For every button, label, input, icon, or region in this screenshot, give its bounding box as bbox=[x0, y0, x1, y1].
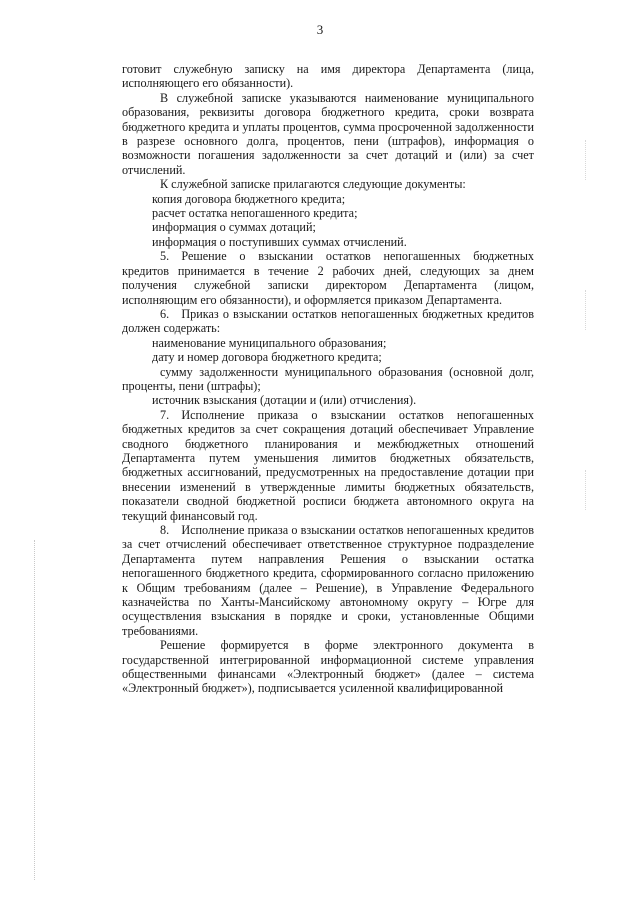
scan-edge-mark bbox=[585, 290, 587, 330]
list-item: копия договора бюджетного кредита; bbox=[152, 191, 346, 206]
list-item: информация о суммах дотаций; bbox=[152, 220, 316, 235]
page-number: 3 bbox=[316, 22, 324, 37]
paragraph-item-7: 7. Исполнение приказа о взыскании остатков непогашенных бюджетных кредитов за счет сокращения дотаций обеспечивает Управление сводного бюджетного планирования и межбюджетных отношений Департамента путем уменьшения лимитов бюджетных обязательств, бюджетных ассигнований, предусмотренных на предоставление дотации при внесении изменений в утвержденные лимиты бюджетных обязательств, показатели сводной бюджетной росписи бюджета автономного округа на текущий финансовый год. bbox=[122, 407, 534, 523]
scan-edge-mark bbox=[585, 470, 587, 510]
list-item: дату и номер договора бюджетного кредита; bbox=[152, 350, 382, 365]
paragraph-3: К служебной записке прилагаются следующие документы: bbox=[160, 177, 466, 192]
paragraph-item-5: 5. Решение о взыскании остатков непогашенных бюджетных кредитов принимается в течение 2 рабочих дней, следующих за днем получения служебной записки директором Департамента (лицом, исполняющим его обязанности), и оформляется приказом Департамента. bbox=[122, 249, 534, 307]
scan-edge-mark bbox=[34, 540, 36, 880]
paragraph-decision: Решение формируется в форме электронного документа в государственной интегрированной информационной системе управления общественными финансами «Электронный бюджет» (далее – система «Электронный бюджет»), подписывается усиленной квалифицированной bbox=[122, 638, 534, 696]
paragraph-1: готовит служебную записку на имя директора Департамента (лица, исполняющего его обязанности). bbox=[122, 62, 534, 91]
list-item: информация о поступивших суммах отчислений. bbox=[152, 234, 407, 249]
document-body bbox=[122, 62, 534, 696]
paragraph-item-6: 6. Приказ о взыскании остатков непогашенных бюджетных кредитов должен содержать: bbox=[122, 306, 534, 336]
list-item: источник взыскания (дотации и (или) отчисления). bbox=[152, 393, 417, 408]
paragraph-2: В служебной записке указываются наименование муниципального образования, реквизиты договора бюджетного кредита, сроки возврата бюджетного кредита и уплаты процентов, сумма просроченной задолженности в разрезе основного долга, процентов, пени (штрафов), информация о возможности погашения задолженности за счет дотаций и (или) за счет отчислений. bbox=[122, 90, 534, 177]
scan-edge-mark bbox=[585, 140, 587, 180]
list-item: сумму задолженности муниципального образования (основной долг, проценты, пени (штрафы); bbox=[122, 364, 534, 393]
list-item: расчет остатка непогашенного кредита; bbox=[152, 206, 358, 221]
paragraph-item-8: 8. Исполнение приказа о взыскании остатков непогашенных кредитов за счет отчислений обеспечивает ответственное структурное подразделение Департамента путем направления Решения о взыскании остатка непогашенного бюджетного кредита, сформированного согласно приложению к Общим требованиям (далее – Решение), в Управление Федерального казначейства по Ханты-Мансийскому автономному округу – Югре для осуществления взыскания в порядке и сроки, установленные Общими требованиями. bbox=[122, 523, 534, 638]
list-item: наименование муниципального образования; bbox=[152, 335, 387, 350]
